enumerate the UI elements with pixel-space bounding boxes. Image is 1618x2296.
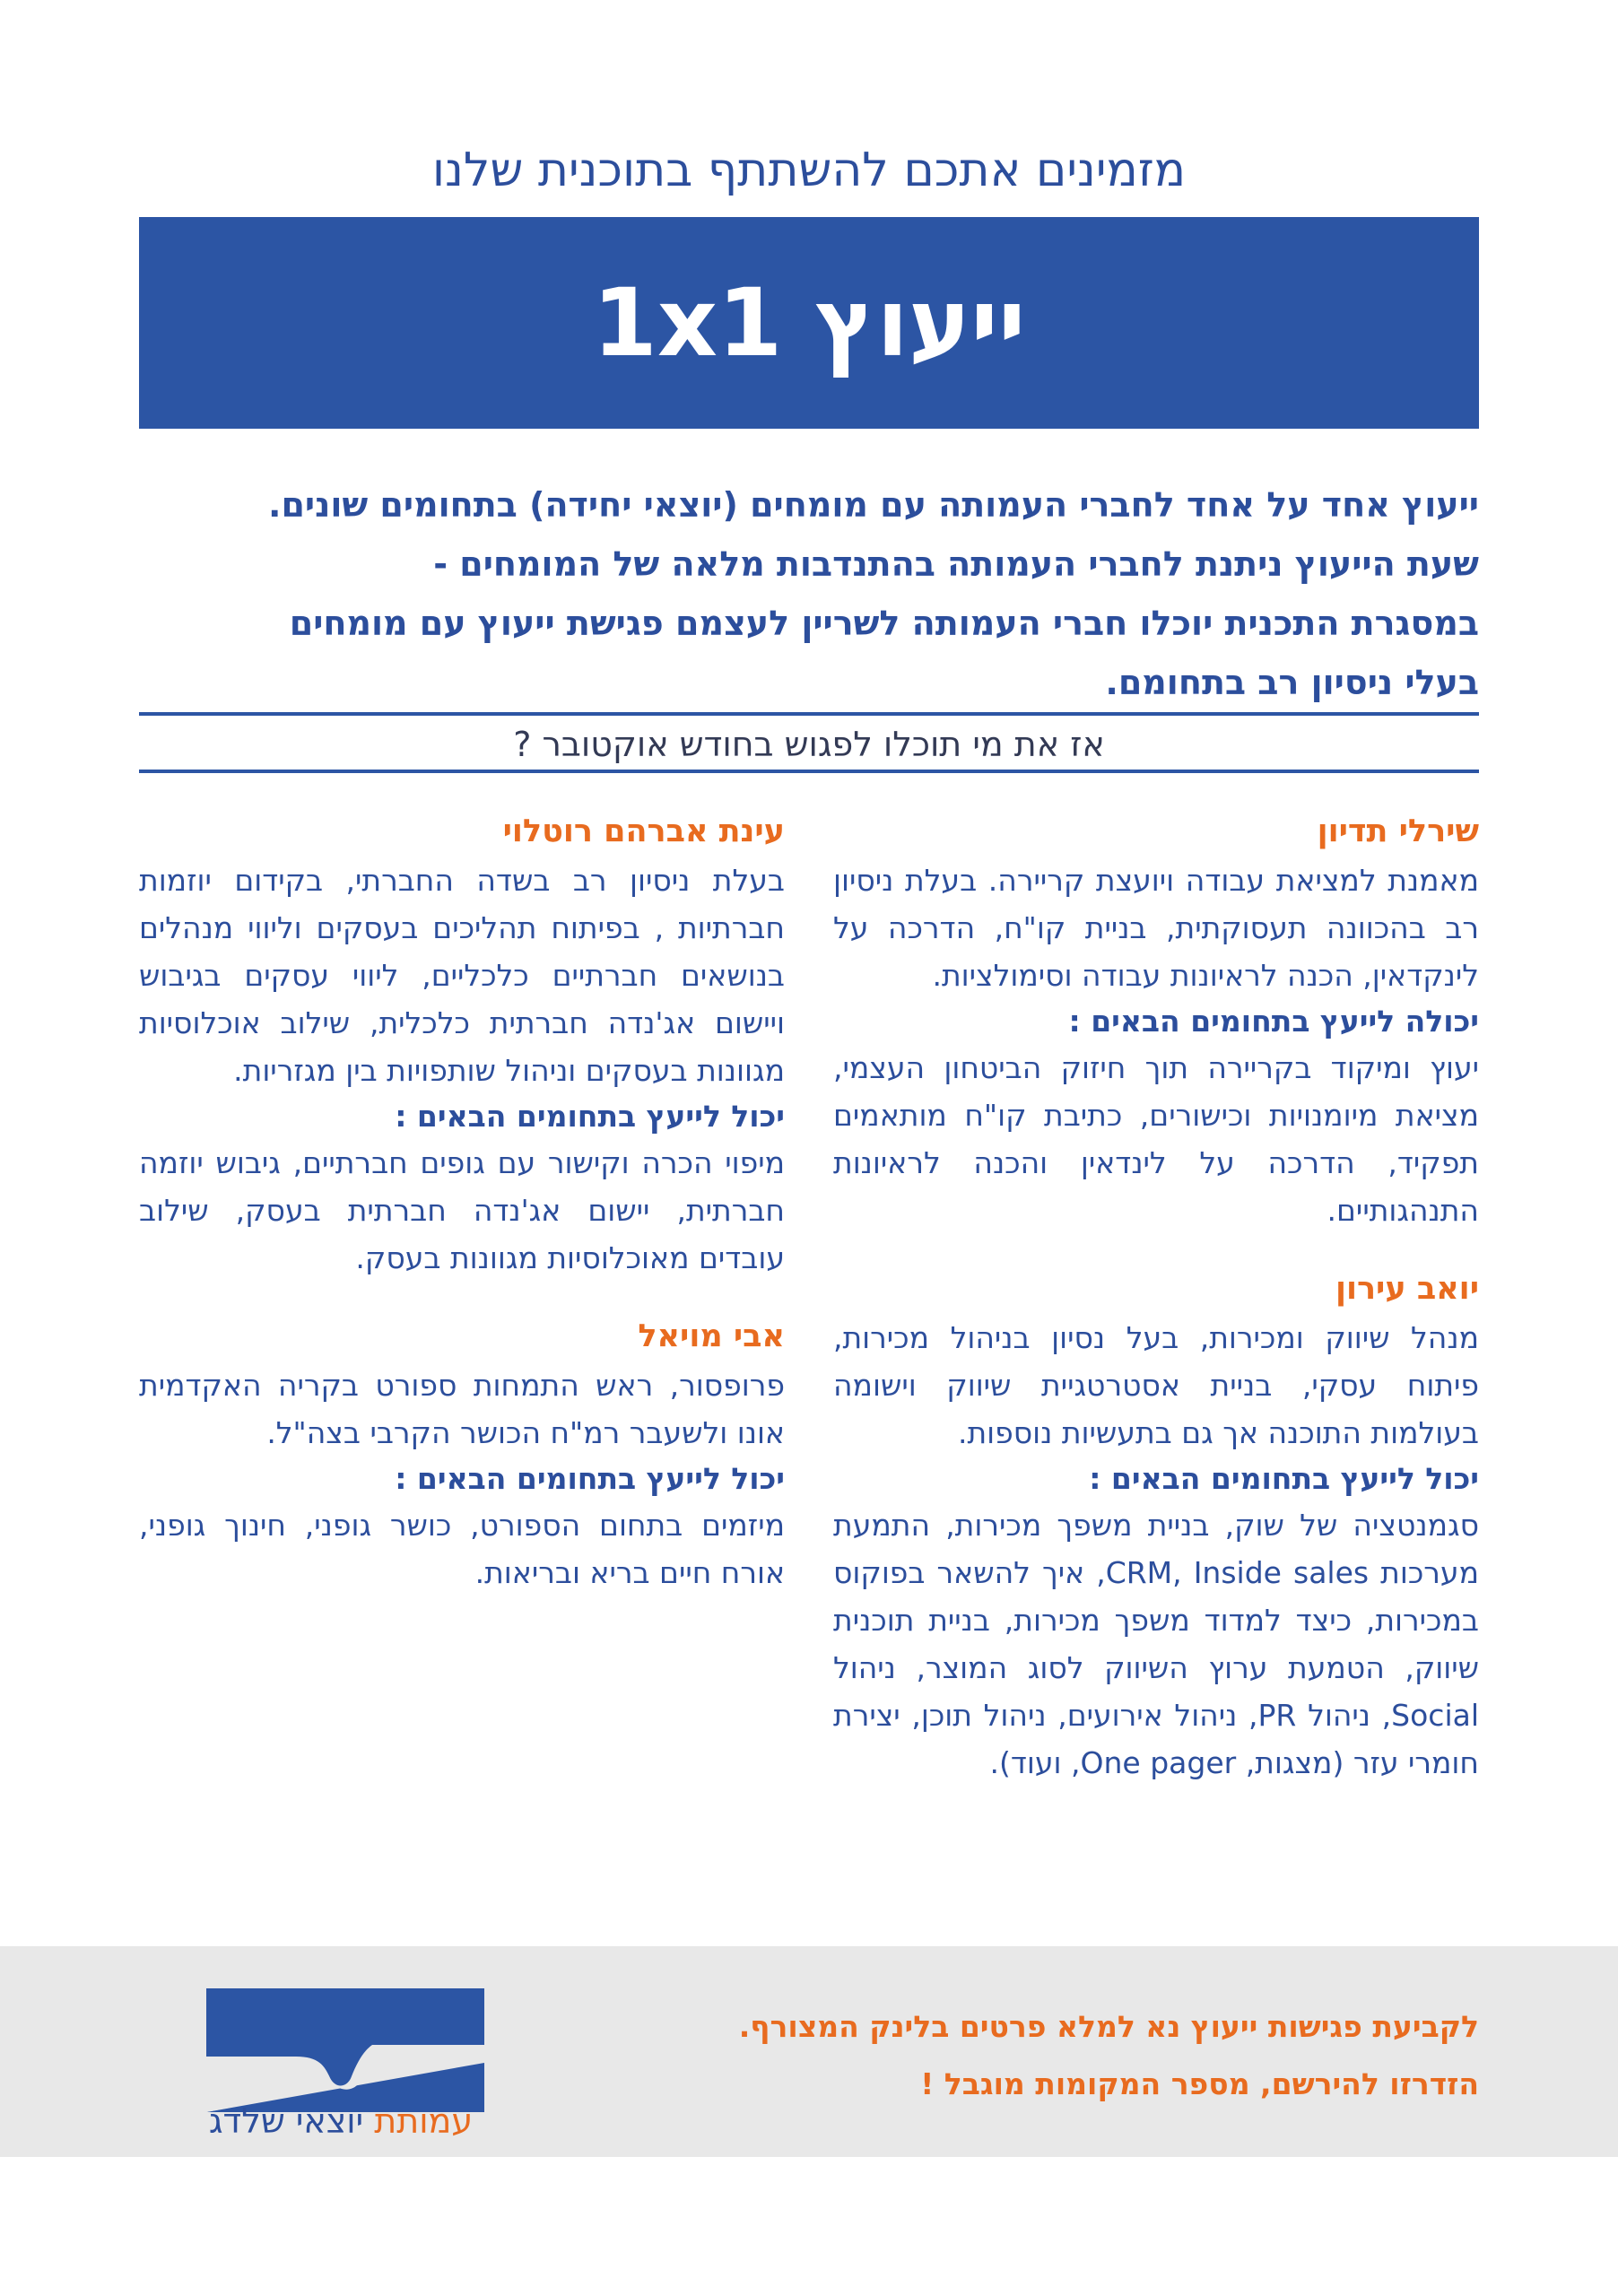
intro-line: במסגרת התכנית יוכלו חברי העמותה לשריין לעצמם פגישת ייעוץ עם מומחים — [289, 604, 1479, 643]
expert-name: יואב עירון — [1335, 1271, 1479, 1307]
expert-name: שירלי תדיון — [1317, 813, 1479, 849]
intro-line: ייעוץ אחד על אחד לחברי העמותה עם מומחים (יוצאי יחידה) בתחומים שונים. — [268, 485, 1479, 525]
cta-line: הזדרזו להירשם, מספר המקומות מוגבל ! — [920, 2066, 1479, 2101]
expert-areas: יעוץ ומיקוד בקריירה תוך חיזוק הביטחון העצמי, מציאת מיומנויות וכישורים, כתיבת קו"ח מותאמים תפקיד, הדרכה על לינדאין והכנה לראיונות התנהגותיים. — [833, 1050, 1479, 1228]
expert-card-shirli — [833, 807, 1479, 1234]
expert-name: עינת אברהם רוטלוי — [502, 813, 785, 849]
invite-heading: מזמינים אתכם להשתתף בתוכנית שלנו — [431, 144, 1187, 197]
expert-areas-heading: יכול לייעץ בתחומים הבאים : — [1089, 1461, 1479, 1496]
registration-call-to-action — [700, 1998, 1479, 2113]
logo-word-amuta: עמותת — [374, 2101, 474, 2141]
intro-paragraph — [139, 475, 1479, 712]
divider-bottom — [139, 770, 1479, 773]
expert-description: בעלת ניסיון רב בשדה החברתי, בקידום יוזמות חברתיות , בפיתוח תהליכים בעסקים וליווי מנהלים בנושאים חברתיים כלכליים, ליווי עסקים בגיבוש ויישום אג'נדה חברתית כלכלית, שילוב אוכלוסיות מגוונות בעסקים וניהול שותפויות בין מגזריות. — [139, 863, 785, 1088]
expert-description: מנהל שיווק ומכירות, בעל נסיון בניהול מכירות, פיתוח עסקי, בניית אסטרטגיית שיווק וישומה בעולמות התוכנה אך גם בתעשיות נוספות. — [833, 1320, 1479, 1450]
divider-top — [139, 712, 1479, 716]
expert-description: מאמנת למציאת עבודה ויועצת קריירה. בעלת ניסיון רב בהכוונה תעסוקתית, בניית קו"ח, הדרכה על לינקדאין, הכנה לראיונות עבודה וסימולציות. — [833, 863, 1479, 993]
experts-column-right — [833, 807, 1479, 1817]
logo-word-name: יוצאי שלדג — [208, 2101, 364, 2141]
expert-description: פרופסור, ראש התמחות ספורט בקריה האקדמית אונו ולשעבר רמ"ח הכושר הקרבי בצה"ל. — [139, 1368, 785, 1450]
expert-card-avi — [139, 1312, 785, 1596]
expert-areas-heading: יכול לייעץ בתחומים הבאים : — [395, 1461, 785, 1496]
expert-areas: סגמנטציה של שוק, בניית משפך מכירות, התמעת מערכות CRM, Inside sales, איך להשאר בפוקוס במכירות, כיצד למדוד משפך מכירות, בניית תוכנית שיווק, הטמעת ערוץ השיווק לסוג המוצר, ניהול Social, ניהול PR, ניהול אירועים, ניהול תוכן, יצירת חומרי עזר (מצגות, One pager, ועוד). — [833, 1508, 1480, 1780]
title-banner — [139, 217, 1479, 429]
intro-line: בעלי ניסיון רב בתחומם. — [1105, 663, 1479, 702]
expert-card-yoav — [833, 1265, 1479, 1787]
logo-wordmark — [179, 2099, 502, 2144]
expert-areas: מיזמים בתחום הספורט, כושר גופני, חינוך גופני, אורח חיים בריא ובריאות. — [139, 1508, 785, 1590]
experts-column-left — [139, 807, 785, 1627]
page-title: ייעוץ 1x1 — [592, 268, 1026, 378]
expert-card-einat — [139, 807, 785, 1282]
cta-line: לקביעת פגישות ייעוץ נא למלא פרטים בלינק המצורף. — [738, 2009, 1479, 2044]
expert-name: אבי מויאל — [638, 1318, 785, 1354]
expert-areas-heading: יכול לייעץ בתחומים הבאים : — [395, 1099, 785, 1134]
question-heading: אז את מי תוכלו לפגוש בחודש אוקטובר ? — [513, 725, 1105, 764]
expert-areas-heading: יכולה לייעץ בתחומים הבאים : — [1068, 1004, 1479, 1039]
intro-line: שעת הייעוץ ניתנת לחברי העמותה בהתנדבות מלאה של המומחים - — [433, 544, 1479, 584]
expert-areas: מיפוי הכרה וקישור עם גופים חברתיים, גיבוש יוזמה חברתית, יישום אג'נדה חברתית בעסק, שילוב עובדים מאוכלוסיות מגוונות בעסק. — [139, 1145, 785, 1275]
